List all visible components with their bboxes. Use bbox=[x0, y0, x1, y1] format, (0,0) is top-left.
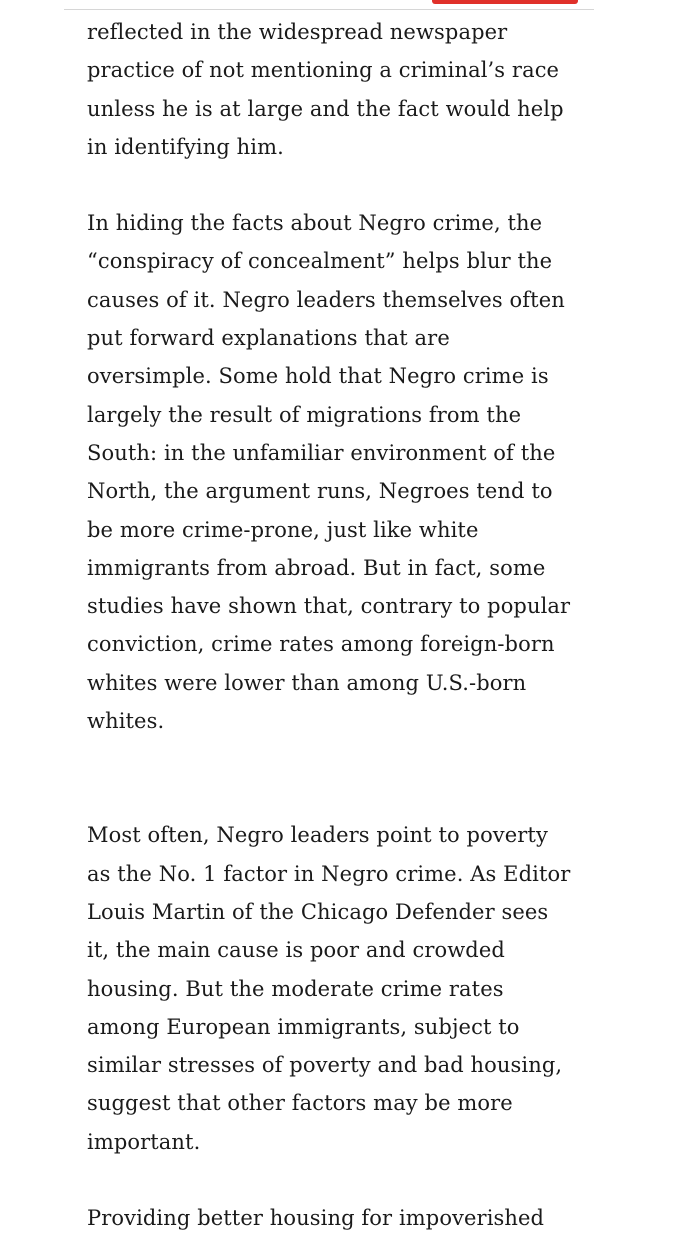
header-accent-bar bbox=[432, 0, 578, 4]
header-divider bbox=[64, 9, 594, 10]
article-paragraph-3: Most often, Negro leaders point to poverty as the No. 1 factor in Negro crime. As Editor Louis Martin of the Chicago Defender sees it, the main cause is poor and crowded housing. But the moderate crime rates among European immigrants, subject to similar stresses of poverty and bad housing, suggest that other factors may be more important. bbox=[87, 823, 571, 1154]
article-paragraph-1: reflected in the widespread newspaper practice of not mentioning a criminal’s race unless he is at large and the fact would help in identifying him. bbox=[87, 20, 564, 159]
article-paragraph-4: Providing better housing for impoverished bbox=[87, 1206, 545, 1231]
article-paragraph-2: In hiding the facts about Negro crime, the “conspiracy of concealment” helps blur the causes of it. Negro leaders themselves often put forward explanations that are oversimple. Some hold that Negro crime is largely the result of migrations from the South: in the unfamiliar environment of the North, the argument runs, Negroes tend to be more crime-prone, just like white immigrants from abroad. But in fact, some studies have shown that, contrary to popular conviction, crime rates among foreign-born whites were lower than among U.S.-born whites. bbox=[87, 211, 571, 734]
top-bar bbox=[0, 0, 683, 10]
article-body bbox=[87, 13, 617, 1237]
